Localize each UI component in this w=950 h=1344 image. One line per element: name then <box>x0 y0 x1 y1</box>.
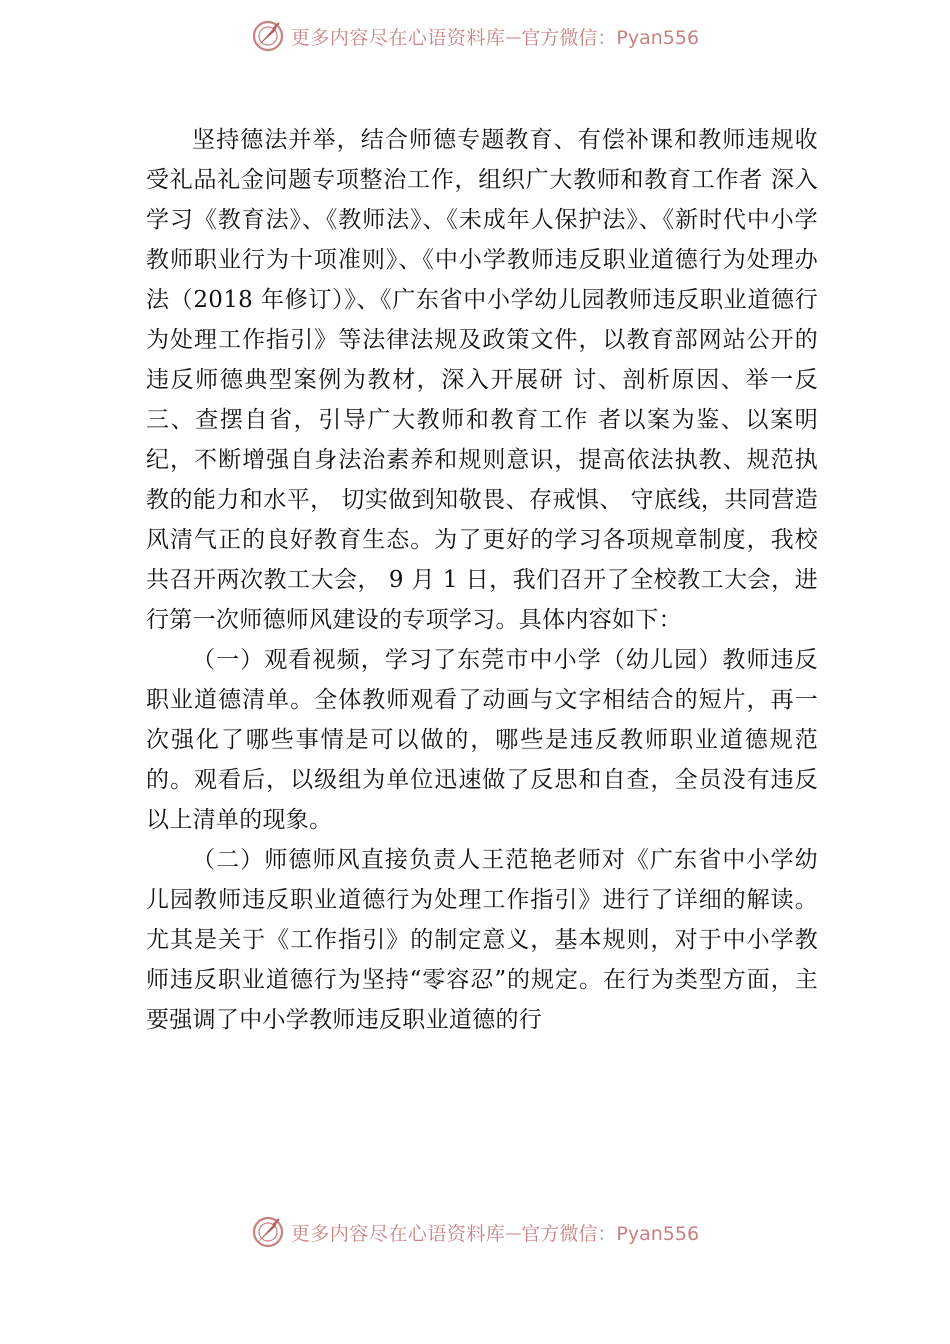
footer-watermark <box>0 1212 950 1252</box>
paragraph-2: （一）观看视频，学习了东莞市中小学（幼儿园）教师违反职业道德清单。全体教师观看了动画与文字相结合的短片，再一次强化了哪些事情是可以做的，哪些是违反教师职业道德规范的。观看后，以级组为单位迅速做了反思和自查，全员没有违反以上清单的现象。 <box>146 647 818 833</box>
document-body <box>146 120 818 1040</box>
pen-circle-logo-icon <box>251 19 285 53</box>
footer-separator: — <box>505 1222 522 1242</box>
footer-wechat: 官方微信：Pyan556 <box>521 1222 700 1245</box>
footer-title: 更多内容尽在心语资料库 <box>290 1222 506 1245</box>
header-watermark <box>0 16 950 56</box>
header-separator: — <box>505 26 522 46</box>
paragraph-3: （二）师德师风直接负责人王范艳老师对《广东省中小学幼儿园教师违反职业道德行为处理工作指引》进行了详细的解读。尤其是关于《工作指引》的制定意义，基本规则，对于中小学教师违反职业道德行为坚持“零容忍”的规定。在行为类型方面，主要强调了中小学教师违反职业道德的行 <box>146 847 818 1033</box>
header-wechat: 官方微信：Pyan556 <box>521 26 700 49</box>
header-title: 更多内容尽在心语资料库 <box>290 26 506 49</box>
paragraph-1: 坚持德法并举，结合师德专题教育、有偿补课和教师违规收受礼品礼金问题专项整治工作，组织广大教师和教育工作者 深入学习《教育法》、《教师法》、《未成年人保护法》、《新时代中小学教师职业行为十项准则》、《中小学教师违反职业道德行为处理办法（2018 年修订）》、《广东省中小学幼儿园教师违反职业道德行为处理工作指引》等法律法规及政策文件，以教育部网站公开的违反师德典型案例为教材，深入开展研 讨、剖析原因、举一反三、查摆自省，引导广大教师和教育工作 者以案为鉴、以案明纪，不断增强自身法治素养和规则意识，提高依法执教、规范执教的能力和水平， 切实做到知敬畏、存戒惧、 守底线，共同营造风清气正的良好教育生态。为了更好的学习各项规章制度，我校共召开两次教工大会， 9 月 1 日，我们召开了全校教工大会，进行第一次师德师风建设的专项学习。具体内容如下： <box>146 127 818 633</box>
pen-circle-logo-icon <box>251 1215 285 1249</box>
